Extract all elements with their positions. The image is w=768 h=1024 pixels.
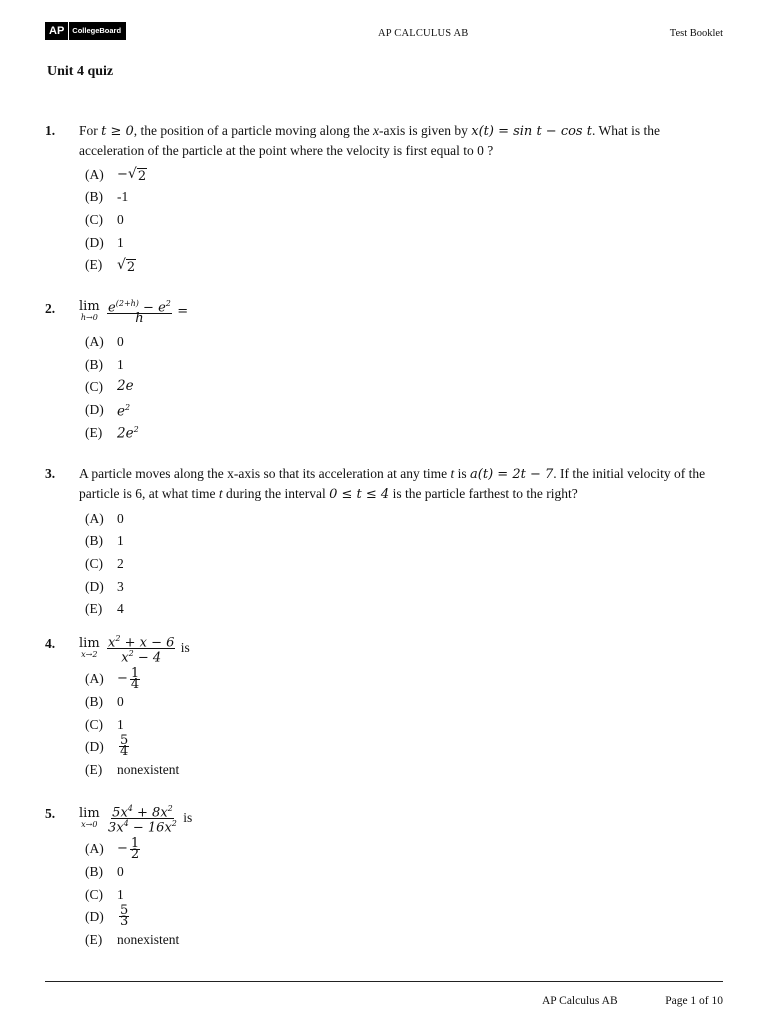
question-4 <box>45 634 725 781</box>
footer-page-number: Page 1 of 10 <box>665 995 723 1007</box>
choice-b[interactable] <box>85 860 725 883</box>
text-fragment: A particle moves along the x-axis so that its acceleration at any time <box>79 466 448 481</box>
choice-c[interactable] <box>85 713 725 736</box>
choice-label: (C) <box>85 211 103 227</box>
choice-e[interactable] <box>85 253 725 276</box>
question-text <box>79 804 725 834</box>
choice-d[interactable] <box>85 398 725 421</box>
choice-value: 3 <box>117 578 124 594</box>
choice-label: (B) <box>85 189 103 205</box>
choice-label: (B) <box>85 356 103 372</box>
answer-choices <box>85 507 725 620</box>
text-fragment: is <box>183 809 193 825</box>
choice-label: (D) <box>85 739 104 755</box>
text-fragment: is <box>180 639 190 655</box>
choice-label: (A) <box>85 841 104 857</box>
choice-label: (D) <box>85 401 104 417</box>
choice-label: (E) <box>85 257 103 273</box>
choice-d[interactable] <box>85 735 725 758</box>
choice-a[interactable] <box>85 330 725 353</box>
choice-c[interactable] <box>85 552 725 575</box>
choice-value: − $\frac{1}{4}$ <box>117 665 140 692</box>
choice-value: 2 <box>117 555 124 571</box>
choice-value: 0 <box>117 211 124 227</box>
choice-label: (C) <box>85 716 103 732</box>
choice-value: 1 <box>117 886 124 902</box>
question-text <box>79 121 725 160</box>
text-fragment: is <box>457 466 467 481</box>
limit: lim h→0 <box>79 298 100 322</box>
choice-label: (A) <box>85 334 104 350</box>
answer-choices <box>85 835 725 951</box>
choice-value: − $\frac{1}{2}$ <box>117 835 140 862</box>
header-course-title: AP CALCULUS AB <box>378 28 469 39</box>
limit: lim x→2 <box>79 635 100 659</box>
choice-label: (E) <box>85 761 103 777</box>
question-number: 2. <box>45 301 56 316</box>
choice-a[interactable] <box>85 507 725 530</box>
choice-value: 0 <box>117 510 124 526</box>
choice-label: (B) <box>85 533 103 549</box>
choice-value: $\frac{5}{4}$ <box>120 733 129 760</box>
variable: t <box>218 486 223 501</box>
choice-label: (A) <box>85 671 104 687</box>
math-expression: 0 ≤ t ≤ 4 <box>329 487 390 502</box>
choice-value: -1 <box>117 189 129 205</box>
text-fragment: is the particle farthest to the right? <box>392 486 578 501</box>
text-fragment: during the interval <box>225 486 326 501</box>
question-5 <box>45 804 725 951</box>
text-fragment: -axis is given by <box>379 123 468 138</box>
question-3 <box>45 464 725 620</box>
answer-choices <box>85 163 725 276</box>
header-booklet-label: Test Booklet <box>669 28 723 39</box>
question-number: 5. <box>45 806 56 821</box>
choice-label: (C) <box>85 379 103 395</box>
choice-value: 1 <box>117 234 124 250</box>
question-text <box>79 464 725 504</box>
choice-value: 1 <box>117 716 124 732</box>
text-fragment: For <box>79 123 98 138</box>
choice-a[interactable] <box>85 163 725 186</box>
text-fragment: . What is the acceleration of the particle at the point where the velocity is first equal to 0 ? <box>79 123 660 158</box>
choice-value: $2e^2$ <box>117 425 139 442</box>
choice-value: 2e <box>117 378 134 395</box>
choice-a[interactable] <box>85 835 725 862</box>
variable: x <box>373 123 379 138</box>
footer-divider <box>45 981 723 982</box>
choice-c[interactable] <box>85 208 725 231</box>
choice-value: $e^2$ <box>117 402 131 420</box>
choice-label: (C) <box>85 555 103 571</box>
choice-a[interactable] <box>85 665 725 692</box>
choice-e[interactable] <box>85 758 725 781</box>
question-number: 3. <box>45 466 56 481</box>
choice-value: √ 2 <box>117 256 136 275</box>
choice-value: 4 <box>117 601 124 617</box>
choice-label: (B) <box>85 694 103 710</box>
text-fragment: . If the initial velocity of the particle is 6, at what time <box>79 466 706 501</box>
equals-sign: = <box>177 303 189 319</box>
choice-d[interactable] <box>85 905 725 928</box>
choice-d[interactable] <box>85 575 725 598</box>
choice-value: 0 <box>117 334 124 350</box>
footer-course: AP Calculus AB <box>542 995 618 1007</box>
choice-d[interactable] <box>85 231 725 254</box>
choice-label: (E) <box>85 424 103 440</box>
logo-collegeboard: CollegeBoard <box>68 22 126 40</box>
question-text <box>79 634 725 664</box>
limit: lim x→0 <box>79 805 100 829</box>
choice-label: (D) <box>85 234 104 250</box>
math-expression: t ≥ 0 <box>101 124 134 139</box>
fraction: $\frac{e^{(2+h)} - e^2}{h}$ <box>108 299 171 327</box>
ap-collegeboard-logo <box>45 22 126 40</box>
question-1 <box>45 121 725 276</box>
choice-value: 0 <box>117 694 124 710</box>
choice-value: − √ 2 <box>117 166 147 185</box>
text-fragment: , the position of a particle moving along the <box>133 123 370 138</box>
choice-value: 0 <box>117 864 124 880</box>
answer-choices <box>85 330 725 443</box>
choice-value: 1 <box>117 533 124 549</box>
choice-value: nonexistent <box>117 931 180 947</box>
quiz-title: Unit 4 quiz <box>47 64 114 79</box>
question-2 <box>45 299 725 443</box>
choice-label: (E) <box>85 931 103 947</box>
choice-e[interactable] <box>85 597 725 620</box>
choice-label: (B) <box>85 864 103 880</box>
logo-ap: AP <box>49 25 65 37</box>
choice-label: (D) <box>85 578 104 594</box>
choice-label: (D) <box>85 909 104 925</box>
choice-c[interactable] <box>85 376 725 399</box>
choice-b[interactable] <box>85 186 725 209</box>
choice-label: (C) <box>85 886 103 902</box>
choice-label: (E) <box>85 601 103 617</box>
choice-value: nonexistent <box>117 761 180 777</box>
choice-b[interactable] <box>85 530 725 553</box>
choice-c[interactable] <box>85 883 725 906</box>
question-number: 1. <box>45 123 56 138</box>
question-text <box>79 298 725 327</box>
choice-e[interactable] <box>85 928 725 951</box>
choice-b[interactable] <box>85 353 725 376</box>
fraction: $\frac{x^2 + x - 6}{x^2 - 4}$ <box>108 634 175 666</box>
question-number: 4. <box>45 636 56 651</box>
choice-label: (A) <box>85 166 104 182</box>
variable: t <box>450 466 455 481</box>
choice-e[interactable] <box>85 421 725 444</box>
choice-label: (A) <box>85 510 104 526</box>
answer-choices <box>85 665 725 781</box>
choice-value: $\frac{5}{3}$ <box>120 903 129 930</box>
math-expression: a(t) = 2t − 7 <box>470 467 554 482</box>
math-expression: x(t) = sin t − cos t <box>471 124 592 139</box>
fraction: $\frac{5x^4 + 8x^2}{3x^4 - 16x^2}$ <box>108 804 177 836</box>
choice-value: 1 <box>117 356 124 372</box>
choice-b[interactable] <box>85 690 725 713</box>
